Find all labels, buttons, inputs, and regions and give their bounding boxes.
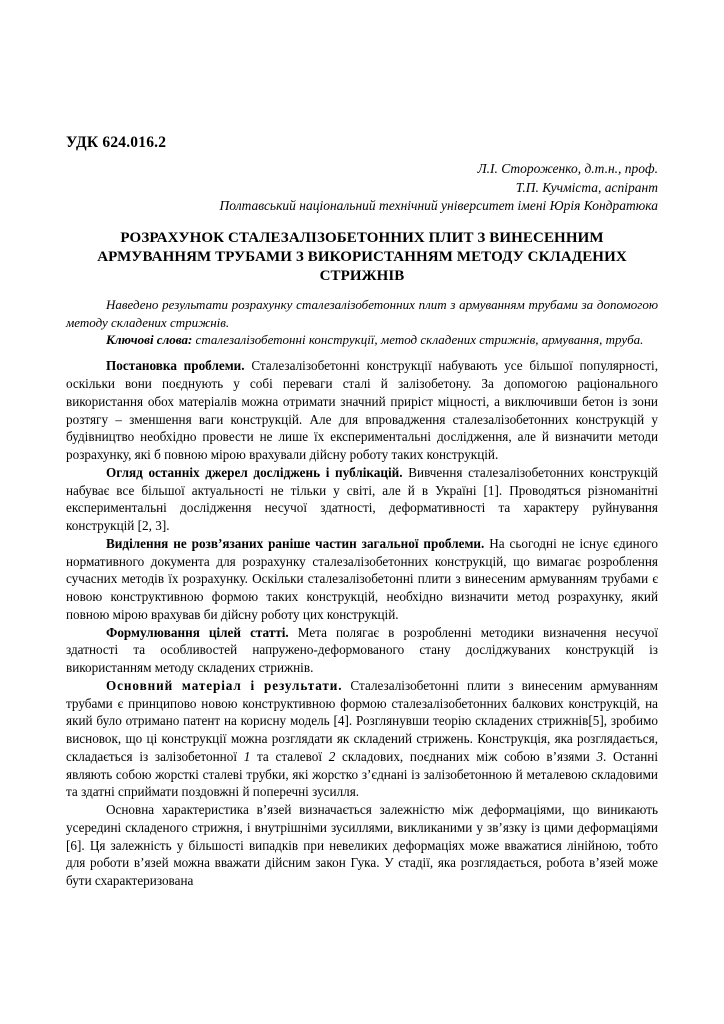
section-results: Основний матеріал і результати. Сталезалізобетонні плити з винесеним армуванням трубами є принципово новою конструктивною формою сталезалізобетонних балкових конструкцій, на який було отримано патент на корисну модель [4]. Розглянувши теорію складених стрижнів[5], зробимо висновок, що ці конструкції можна розглядати як складений стрижень. Конструкція, яка розглядається, складається із залізобетонної 1 та сталевої 2 складових, поєднаних між собою в’язями 3. Останні являють собою жорсткі сталеві трубки, які жорстко з’єднані із залізобетонною й металевою складовими та здатні сприймати поздовжні й поперечні зусилля.	[66, 677, 658, 800]
inline-number-2: 2	[328, 748, 336, 764]
section-heading-results: Основний матеріал і результати.	[106, 677, 343, 693]
closing-paragraph: Основна характеристика в’язей визначається залежністю між деформаціями, що виникають усередині складеного стрижня, і внутрішніми зусиллями, викликаними у зв’язку із цими деформаціями [6]. Ця залежність у більшості випадків при невеликих деформаціях може вважатися лінійною, тобто для роботи в’язей можна вважати дійсним закон Гука. У стадії, яка розглядається, робота в’язей може бути схарактеризована	[66, 802, 658, 889]
section-heading-goals: Формулювання цілей статті.	[106, 624, 289, 640]
section-problem	[66, 357, 658, 464]
section-text-problem: Сталезалізобетонні конструкції набувають усе більшої популярності, оскільки вони поєднують у собі переваги сталі й залізобетону. За допомогою раціонального використання обох матеріалів можна отримати значний приріст міцності, а виключивши бетон із зони розтягу – зменшення ваги конструкцій. Але для впровадження сталезалізобетонних конструкцій у будівництво необхідно провести не лише їх експериментальні дослідження, але й визначити методи розрахунку, які б повною мірою врахували дійсну роботу таких конструкцій.	[66, 358, 658, 463]
section-heading-gap: Виділення не розв’язаних раніше частин загальної проблеми.	[106, 535, 485, 551]
section-heading-problem: Постановка проблеми.	[106, 358, 245, 374]
page-title: РОЗРАХУНОК СТАЛЕЗАЛІЗОБЕТОННИХ ПЛИТ З ВИНЕСЕННИМ АРМУВАННЯМ ТРУБАМИ З ВИКОРИСТАННЯМ МЕТОДУ СКЛАДЕНИХ СТРИЖНІВ	[97, 229, 627, 285]
udk-code: УДК 624.016.2	[66, 134, 167, 151]
section-text-review: Вивчення сталезалізобетонних конструкцій набуває все більшої актуальності не тільки у світі, але й в Україні [1]. Проводяться різноманітні експериментальні дослідження несучої здатності, деформативності та характеру руйнування конструкцій [2, 3].	[66, 464, 658, 534]
inline-number-3: 3	[596, 748, 604, 764]
inline-number-1: 1	[243, 748, 251, 764]
section-heading-review: Огляд останніх джерел досліджень і публікацій.	[106, 464, 403, 480]
abstract-text: Наведено результати розрахунку сталезалізобетонних плит з армуванням трубами за допомогою методу складених стрижнів.	[66, 297, 658, 330]
section-text-gap: На сьогодні не існує єдиного нормативного документа для розрахунку сталезалізобетонних конструкцій, що вимагає розроблення сучасних методів їх розрахунку. Оскільки сталезалізобетонні плити з винесеним армуванням трубами є новою конструктивною формою таких конструкцій, необхідно визначити метод розрахунку, який повною мірою врахував би дійсну роботу цих конструкцій.	[66, 535, 658, 622]
authors-block	[66, 160, 658, 216]
section-text-results: Сталезалізобетонні плити з винесеним армуванням трубами є принципово новою конструктивною формою сталезалізобетонних балкових конструкцій, на який було отримано патент на корисну модель [4]. Розглянувши теорію складених стрижнів[5], зробимо висновок, що ці конструкції можна розглядати як складений стрижень. Конструкція, яка розглядається, складається із залізобетонної	[66, 677, 658, 764]
section-goals	[66, 624, 658, 677]
author-line-2: Т.П. Кучміста, аспірант	[515, 179, 658, 195]
section-gap	[66, 535, 658, 624]
keywords-text: сталезалізобетонні конструкції, метод складених стрижнів, армування, труба.	[195, 332, 644, 347]
affiliation-line: Полтавський національний технічний університет імені Юрія Кондратюка	[219, 198, 658, 214]
section-review	[66, 464, 658, 535]
keywords-paragraph	[66, 331, 658, 348]
author-line-1: Л.І. Стороженко, д.т.н., проф.	[477, 161, 658, 176]
section-text-goals: Мета полягає в розробленні методики визначення несучої здатності та особливостей напружено-деформованого стану досліджуваних конструкцій із використанням методу складених стрижнів.	[66, 624, 658, 676]
keywords-label: Ключові слова:	[106, 332, 193, 347]
